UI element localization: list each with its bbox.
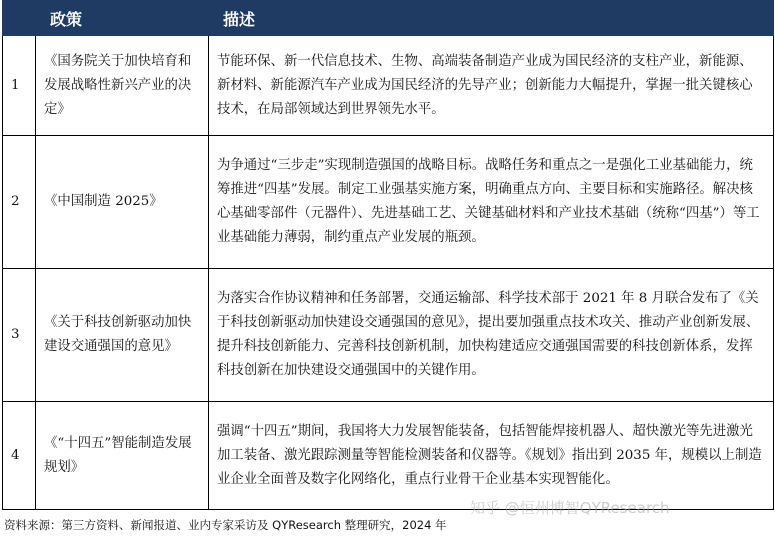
table-header-row xyxy=(3,1,774,36)
watermark: 知乎 @恒州博智QYResearch xyxy=(470,499,670,517)
row-number: 1 xyxy=(3,36,36,136)
row-number: 4 xyxy=(3,402,36,510)
policy-table xyxy=(2,0,774,510)
row-number: 2 xyxy=(3,136,36,269)
policy-description: 为争通过“三步走”实现制造强国的战略目标。战略任务和重点之一是强化工业基础能力，统筹推进“四基”发展。制定工业强基实施方案，明确重点方向、主要目标和实施路径。解决核心基础零部件（元器件）、先进基础工艺、关键基础材料和产业技术基础（统称“四基”）等工业基础能力薄弱，制约重点产业发展的瓶颈。 xyxy=(209,136,774,269)
policy-name: 《国务院关于加快培育和发展战略性新兴产业的决定》 xyxy=(36,36,209,136)
header-policy: 政策 xyxy=(36,1,209,36)
source-note: 资料来源：第三方资料、新闻报道、业内专家采访及 QYResearch 整理研究，2024 年 xyxy=(4,518,447,532)
policy-description: 强调“十四五”期间，我国将大力发展智能装备，包括智能焊接机器人、超快激光等先进激光加工装备、激光跟踪测量等智能检测装备和仪器等。《规划》指出到 2035 年，规模以上制造业企业全面普及数字化网络化，重点行业骨干企业基本实现智能化。 xyxy=(209,402,774,510)
row-number: 3 xyxy=(3,269,36,402)
policy-name: 《中国制造 2025》 xyxy=(36,136,209,269)
header-no xyxy=(3,1,36,36)
policy-description: 节能环保、新一代信息技术、生物、高端装备制造产业成为国民经济的支柱产业，新能源、新材料、新能源汽车产业成为国民经济的先导产业；创新能力大幅提升，掌握一批关键核心技术，在局部领域达到世界领先水平。 xyxy=(209,36,774,136)
policy-description: 为落实合作协议精神和任务部署，交通运输部、科学技术部于 2021 年 8 月联合发布了《关于科技创新驱动加快建设交通强国的意见》，提出要加强重点技术攻关、推动产业创新发展、提升科技创新能力、完善科技创新机制，加快构建适应交通强国需要的科技创新体系，发挥科技创新在加快建设交通强国中的关键作用。 xyxy=(209,269,774,402)
table-row xyxy=(3,402,774,510)
table-row xyxy=(3,36,774,136)
header-description: 描述 xyxy=(209,1,774,36)
table-row xyxy=(3,269,774,402)
policy-name: 《“十四五”智能制造发展规划》 xyxy=(36,402,209,510)
policy-name: 《关于科技创新驱动加快建设交通强国的意见》 xyxy=(36,269,209,402)
table-row xyxy=(3,136,774,269)
